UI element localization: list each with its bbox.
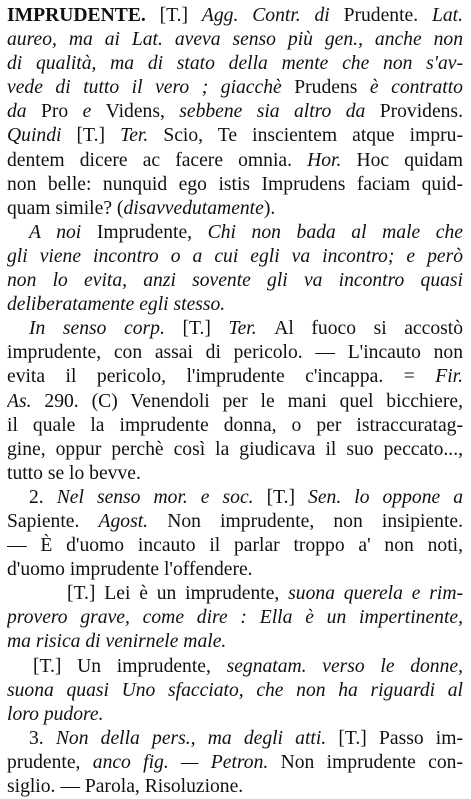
text-run: ). [263,197,276,219]
entry-line [7,197,463,221]
text-run: anco fig. — Petron. [92,751,281,773]
text-run: Ter. [120,125,164,147]
text-run: d'uomo imprudente l'offendere. [7,559,253,581]
text-run: Lat. [431,5,463,26]
text-run: — È d'uomo incauto il parlar troppo a' non noti, [7,535,463,557]
text-run: dentem dicere ac facere omnia. [7,149,308,171]
text-run: Hor. [307,149,357,171]
entry-line [7,727,463,751]
entry-line [7,173,463,197]
entry-line [7,149,463,173]
text-run: da [7,101,41,123]
text-run: [T.] [33,655,78,677]
text-run: Al fuoco si accostò [274,318,463,340]
text-run: [T.] [182,318,229,340]
text-run: prudente, [7,751,93,773]
text-run: ma risica di venirnele male. [7,631,227,653]
text-run: il quale la imprudente donna, o per istraccuratag- [7,414,463,436]
text-run: [T.] [338,727,379,749]
text-run: [T.] [266,486,309,508]
text-run: A noi [29,221,97,243]
entry-line [7,4,463,28]
entry-line [7,341,463,365]
text-run: gli viene incontro o a cui egli va incontro; e però [7,245,463,267]
entry-line [7,52,463,76]
text-run: Quindi [7,125,77,147]
text-run: 3. [29,727,56,749]
entry-line [7,269,463,293]
entry-line [7,751,463,775]
text-run: Scio, Te inscientem atque impru- [163,125,463,147]
text-run: imprudente, con assai di pericolo. — L'incauto non [7,342,463,364]
text-run: Prudens [294,77,370,99]
entry-line [7,582,463,606]
text-run: loro pudore. [7,703,104,725]
text-run: è contratto [369,77,463,99]
entry-line [7,606,463,630]
text-run: Chi non bada al male che [207,221,463,243]
text-run: [T.] [145,5,202,26]
text-run: provero grave, come dire : Ella è un impertinente, [7,607,463,629]
entry-line [7,703,463,727]
text-run: Non imprudente, non insipiente. [167,510,463,532]
text-run: evita il pericolo, l'imprudente c'incappa. = [7,366,436,388]
text-run: Prudente. [343,5,432,26]
text-run: quam simile? ( [7,197,124,219]
text-run: 2. [29,486,57,508]
entry-line [7,534,463,558]
entry-line [7,630,463,654]
text-run: siglio. — Parola, Risoluzione. [7,776,244,797]
entry-line [7,438,463,462]
text-run: aureo, ma ai Lat. aveva senso più gen., anche non [7,29,463,51]
text-run: Imprudente, [96,221,208,243]
entry-line [7,414,463,438]
text-run: di qualità, ma di stato della mente che non s'av- [7,53,463,75]
entry-line [7,28,463,52]
text-run: Sen. lo oppone a [308,486,463,508]
text-run: Fir. [435,366,463,388]
entry-line [7,245,463,269]
text-run: [T.] [67,583,105,605]
text-run: Providens. [379,101,463,123]
text-run: Agg. Contr. di [201,5,344,26]
entry-line [7,655,463,679]
text-run: non lo evita, anzi sovente gli va incontro quasi [7,270,463,292]
text-run: deliberatamente egli stesso. [7,294,226,316]
text-run: vede di tutto il vero ; giacchè [7,77,295,99]
text-run: In senso corp. [29,318,183,340]
text-run: suona quasi Uno sfacciato, che non ha riguardi al [7,679,463,701]
entry-line [7,365,463,389]
entry-line [7,679,463,703]
entry-line [7,100,463,124]
entry-line [7,124,463,148]
text-run: Lei è un imprudente, [104,583,289,605]
text-run: Non imprudente con- [280,751,463,773]
text-run: Sapiente. [7,510,99,532]
text-run: Passo im- [378,727,463,749]
text-run: Un imprudente, [77,655,227,677]
entry-line [7,221,463,245]
entry-line [7,317,463,341]
text-run: non belle: nunquid ego istis Imprudens faciam quid- [7,173,463,195]
text-run: 290. (C) Venendoli per le mani quel bicchiere, [44,390,463,412]
entry-line [7,76,463,100]
text-run: Pro [40,101,83,123]
entry-line [7,510,463,534]
entry-line [7,462,463,486]
text-run: tutto se lo bevve. [7,462,141,484]
text-run: Agost. [98,510,168,532]
entry-line [7,293,463,317]
text-run: Hoc quidam [356,149,463,171]
entry-line [7,775,463,799]
text-run: gine, oppur perchè così la giudicava il suo peccato..., [7,438,463,460]
text-run: Ter. [228,318,275,340]
text-run: suona querela e rim- [288,583,463,605]
entry-line [7,390,463,414]
text-run: Non della pers., ma degli atti. [55,727,339,749]
entry-line [7,486,463,510]
text-run: e [82,101,106,123]
text-run: Nel senso mor. e soc. [56,486,267,508]
text-run: Videns, [105,101,180,123]
text-run: segnatam. verso le donne, [226,655,463,677]
headword: IMPRUDENTE. [7,5,146,26]
text-run: sebbene sia altro da [179,101,380,123]
text-run: disavvedutamente [123,197,264,219]
text-run: [T.] [76,125,121,147]
entry-line [7,558,463,582]
text-run: As. [7,390,45,412]
